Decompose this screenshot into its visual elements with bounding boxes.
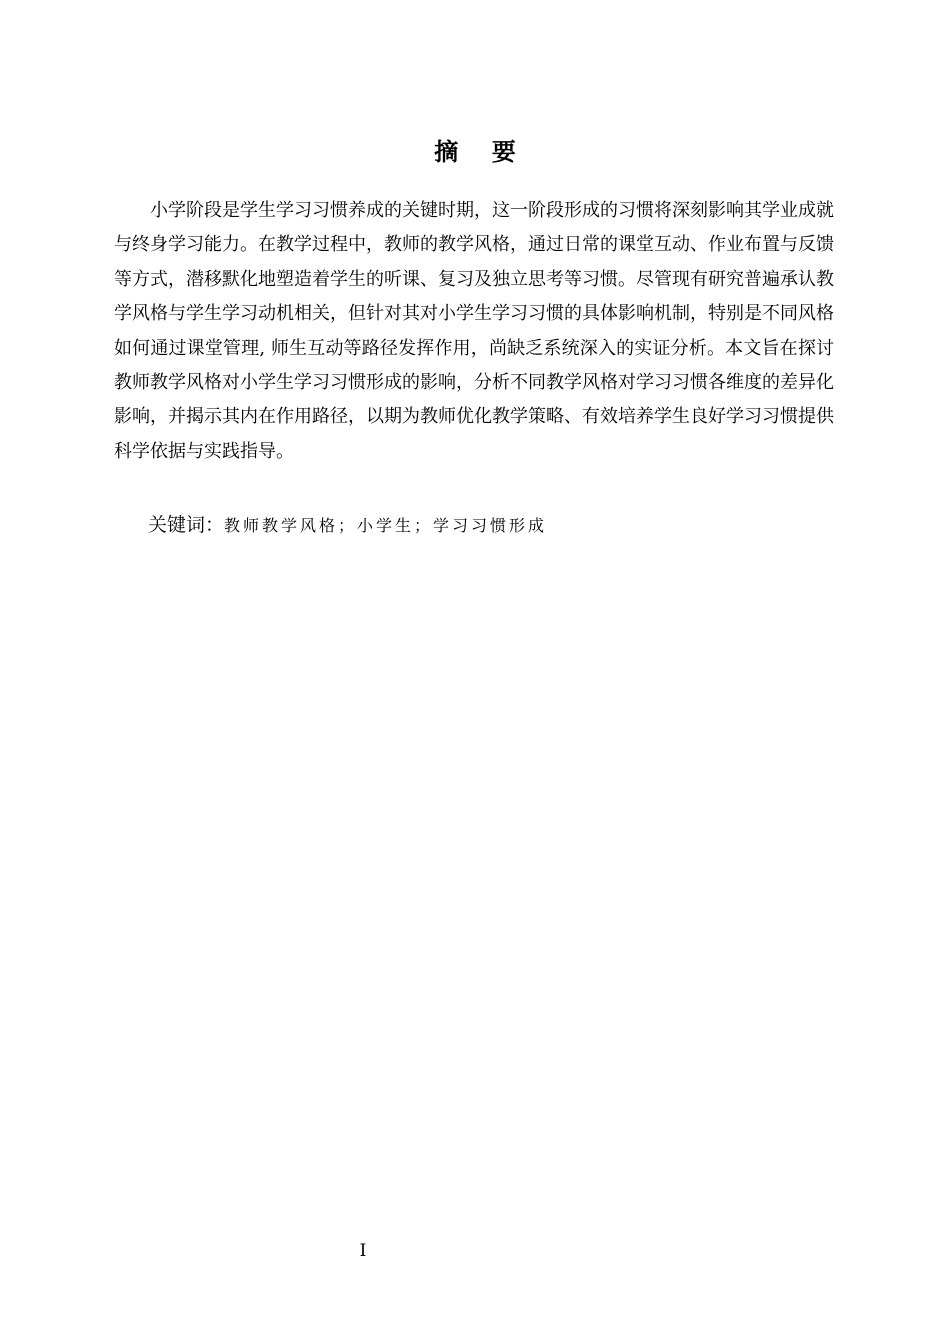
- abstract-paragraph: 小学阶段是学生学习习惯养成的关键时期，这一阶段形成的习惯将深刻影响其学业成就与终身学习能力。在教学过程中，教师的教学风格，通过日常的课堂互动、作业布置与反馈等方式，潜移默化地塑造着学生的听课、复习及独立思考等习惯。尽管现有研究普遍承认教学风格与学生学习动机相关，但针对其对小学生学习习惯的具体影响机制，特别是不同风格如何通过课堂管理, 师生互动等路径发挥作用，尚缺乏系统深入的实证分析。本文旨在探讨教师教学风格对小学生学习习惯形成的影响，分析不同教学风格对学习习惯各维度的差异化影响，并揭示其内在作用路径，以期为教师优化教学策略、有效培养学生良好学习习惯提供科学依据与实践指导。: [114, 200, 834, 462]
- keywords-label: 关键词：: [148, 514, 225, 536]
- keywords-line: [148, 510, 848, 541]
- abstract-title: 摘 要: [434, 138, 516, 166]
- page-number: I: [359, 1241, 367, 1261]
- keywords-text: 教师教学风格；小学生；学习习惯形成: [224, 516, 548, 535]
